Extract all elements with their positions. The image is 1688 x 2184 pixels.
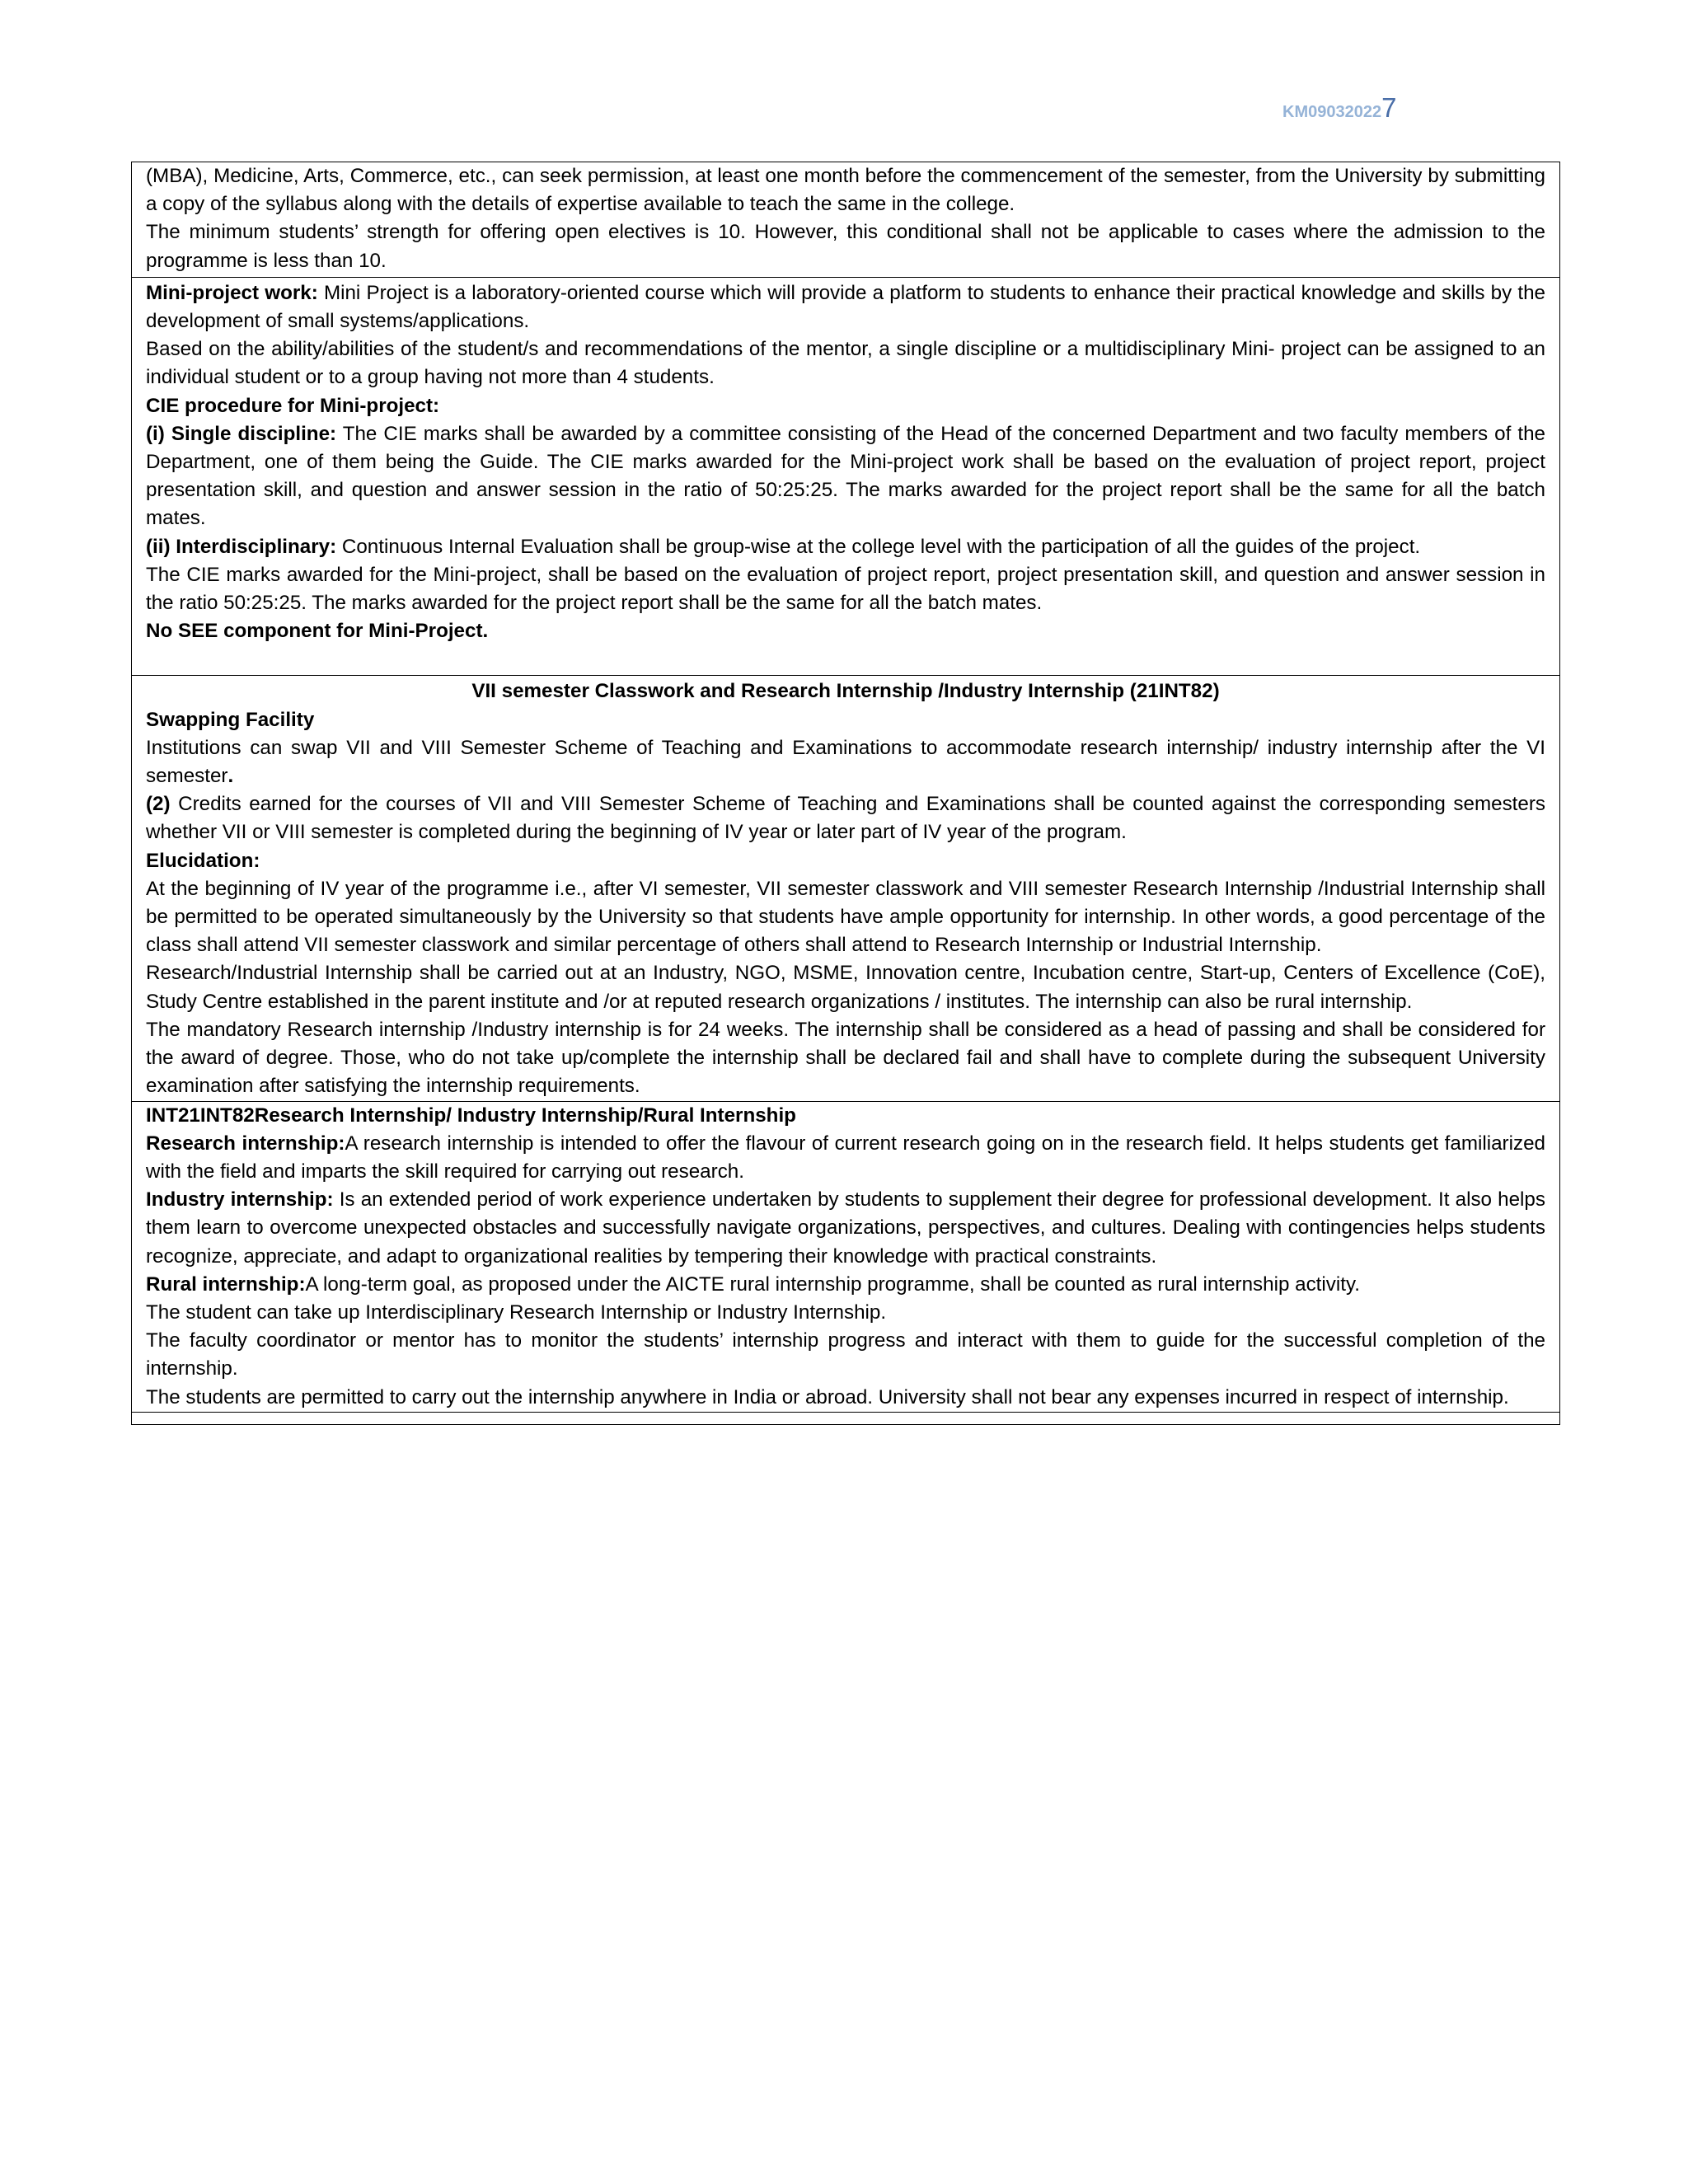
cie-heading: CIE procedure for Mini-project: — [146, 394, 440, 417]
paragraph: Based on the ability/abilities of the student/s and recommendations of the mentor, a single discipline or a multidisciplinary Mini- project can be assigned to an individual student or to a group having not more than 4 students. — [146, 338, 1545, 389]
paragraph: The student can take up Interdisciplinary Research Internship or Industry Internship. — [146, 1301, 887, 1324]
research-internship-label: Research internship: — [146, 1132, 345, 1155]
rural-internship-label: Rural internship: — [146, 1272, 306, 1296]
open-electives-cell — [132, 162, 1560, 278]
paragraph: Institutions can swap VII and VIII Semester Scheme of Teaching and Examinations to accommodate research internship/ industry internship after the VI semester. — [146, 736, 1545, 788]
mini-project-label: Mini-project work: — [146, 281, 318, 304]
paragraph: At the beginning of IV year of the programme i.e., after VI semester, VII semester classwork and VIII semester Research Internship /Industrial Internship shall be permitted to be operated simultaneously by the University so that students have ample opportunity for internship. In other words, a good percentage of the class shall attend VII semester classwork and similar percentage of others shall attend to Research Internship or Industrial Internship. — [146, 877, 1545, 957]
page-header — [1282, 92, 1396, 124]
internship-heading: INT21INT82Research Internship/ Industry Internship/Rural Internship — [146, 1104, 796, 1127]
table-row — [132, 277, 1560, 676]
regulations-table — [131, 162, 1560, 1425]
page-number: 7 — [1381, 92, 1397, 123]
paragraph: The students are permitted to carry out the internship anywhere in India or abroad. University shall not bear any expenses incurred in respect of internship. — [146, 1385, 1509, 1408]
swapping-heading: Swapping Facility — [146, 708, 315, 731]
paragraph: (ii) Interdisciplinary: Continuous Internal Evaluation shall be group-wise at the college level with the participation of all the guides of the project. — [146, 535, 1421, 558]
paragraph: Industry internship: Is an extended period of work experience undertaken by students to supplement their degree for professional development. It also helps them learn to overcome unexpected obstacles and successfully navigate organizations, perspectives, and cultures. Dealing with contingencies helps students recognize, appreciate, and adapt to organizational realities by tempering their knowledge with practical constraints. — [146, 1188, 1545, 1268]
paragraph: The CIE marks awarded for the Mini-project, shall be based on the evaluation of project report, project presentation skill, and question and answer session in the ratio 50:25:25. The marks awarded for the project report shall be the same for all the batch mates. — [146, 563, 1545, 615]
table-row — [132, 162, 1560, 278]
no-see-note: No SEE component for Mini-Project. — [146, 620, 489, 643]
paragraph: The minimum students’ strength for offering open electives is 10. However, this conditional shall not be applicable to cases where the admission to the programme is less than 10. — [146, 221, 1545, 272]
industry-internship-label: Industry internship: — [146, 1188, 334, 1212]
elucidation-heading: Elucidation: — [146, 849, 260, 872]
table-row — [132, 1412, 1560, 1424]
paragraph: (MBA), Medicine, Arts, Commerce, etc., can seek permission, at least one month before the commencement of the semester, from the University by submitting a copy of the syllabus along with the details of expertise available to teach the same in the college. — [146, 165, 1545, 216]
single-discipline-label: (i) Single discipline: — [146, 422, 337, 445]
vii-semester-cell — [132, 676, 1560, 1101]
paragraph: Rural internship:A long-term goal, as proposed under the AICTE rural internship programme, shall be counted as rural internship activity. — [146, 1272, 1360, 1296]
paragraph: Research internship:A research internship is intended to offer the flavour of current research going on in the research field. It helps students get familiarized with the field and imparts the skill required for carrying out research. — [146, 1132, 1545, 1183]
paragraph: (2) Credits earned for the courses of VII and VIII Semester Scheme of Teaching and Examinations shall be counted against the corresponding semesters whether VII or VIII semester is completed during the beginning of IV year or later part of IV year of the program. — [146, 793, 1545, 844]
interdisciplinary-label: (ii) Interdisciplinary: — [146, 535, 337, 558]
paragraph: (i) Single discipline: The CIE marks shall be awarded by a committee consisting of the Head of the concerned Department and two faculty members of the Department, one of them being the Guide. The CIE marks awarded for the Mini-project work shall be based on the evaluation of project report, project presentation skill, and question and answer session in the ratio of 50:25:25. The marks awarded for the project report shall be the same for all the batch mates. — [146, 422, 1545, 530]
paragraph: Research/Industrial Internship shall be carried out at an Industry, NGO, MSME, Innovation centre, Incubation centre, Start-up, Centers of Excellence (CoE), Study Centre established in the parent institute and /or at reputed research organizations / institutes. The internship can also be rural internship. — [146, 962, 1545, 1013]
paragraph: Mini-project work: Mini Project is a laboratory-oriented course which will provide a platform to students to enhance their practical knowledge and skills by the development of small systems/applications. — [146, 281, 1545, 333]
internship-cell — [132, 1101, 1560, 1412]
table-row — [132, 676, 1560, 1101]
table-row — [132, 1101, 1560, 1412]
empty-cell — [132, 1412, 1560, 1424]
paragraph: The faculty coordinator or mentor has to monitor the students’ internship progress and interact with them to guide for the successful completion of the internship. — [146, 1329, 1545, 1380]
document-code: KM09032022 — [1282, 103, 1382, 121]
mini-project-cell — [132, 277, 1560, 676]
paragraph: The mandatory Research internship /Industry internship is for 24 weeks. The internship shall be considered as a head of passing and shall be considered for the award of degree. Those, who do not take up/complete the internship shall be declared fail and shall have to complete during the subsequent University examination after satisfying the internship requirements. — [146, 1018, 1545, 1098]
section-title: VII semester Classwork and Research Internship /Industry Internship (21INT82) — [471, 680, 1220, 703]
